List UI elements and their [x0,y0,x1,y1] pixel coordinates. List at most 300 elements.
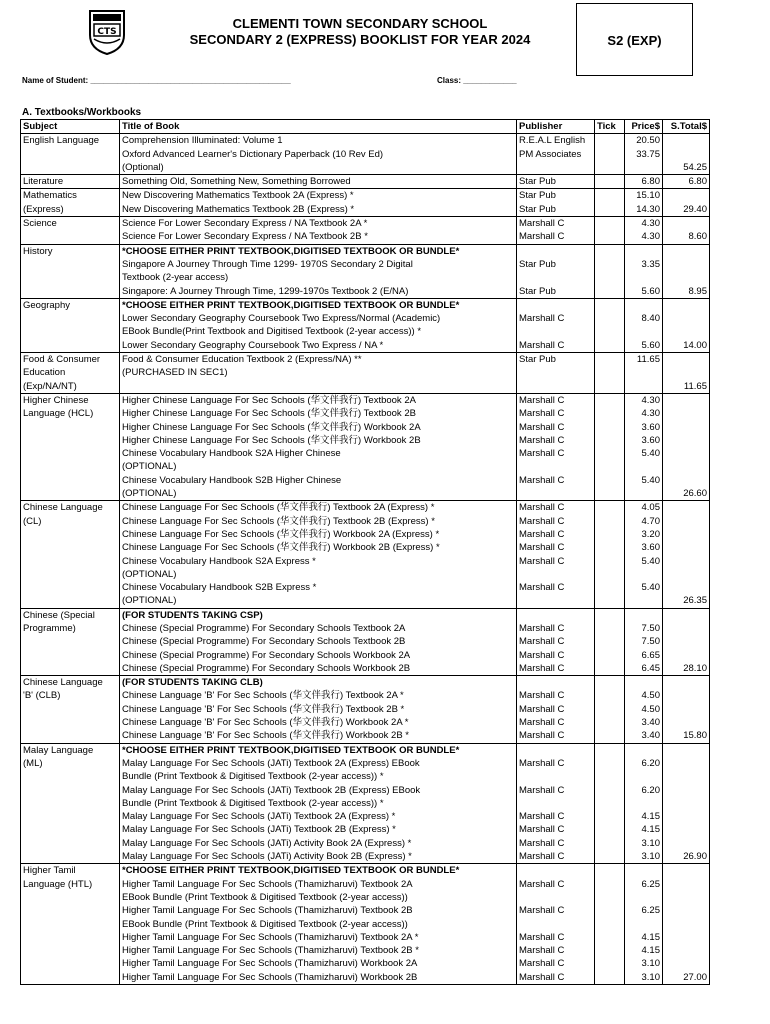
row-price: 3.40 [625,729,663,743]
row-publisher: Marshall C [517,878,595,891]
row-tick-box[interactable] [595,622,625,635]
row-subject [21,581,120,594]
table-header-row [21,120,710,134]
row-tick-box[interactable] [595,957,625,970]
row-subject [21,904,120,917]
row-book-title: Higher Tamil Language For Sec Schools (Thamizharuvi) Workbook 2B [120,971,517,985]
row-subtotal [663,904,710,917]
school-logo [88,9,126,55]
row-book-title: Chinese Language For Sec Schools (华文伴我行) Workbook 2A (Express) * [120,528,517,541]
row-subtotal [663,581,710,594]
row-publisher: Marshall C [517,957,595,970]
row-tick-box[interactable] [595,487,625,501]
row-subtotal [663,555,710,568]
row-subject [21,957,120,970]
row-tick-box[interactable] [595,353,625,367]
row-price [625,770,663,783]
row-subject: Mathematics [21,189,120,203]
table-row [21,837,710,850]
row-book-title: *CHOOSE EITHER PRINT TEXTBOOK,DIGITISED TEXTBOOK OR BUNDLE* [120,743,517,757]
row-tick-box[interactable] [595,393,625,407]
row-subject [21,770,120,783]
row-tick-box[interactable] [595,784,625,797]
row-subject [21,837,120,850]
row-subject: 'B' (CLB) [21,689,120,702]
row-publisher: Star Pub [517,285,595,299]
row-book-title: Higher Tamil Language For Sec Schools (Thamizharuvi) Textbook 2A * [120,931,517,944]
row-book-title: Higher Chinese Language For Sec Schools (华文伴我行) Textbook 2B [120,407,517,420]
row-subtotal [663,258,710,271]
table-row [21,662,710,676]
row-book-title: (OPTIONAL) [120,487,517,501]
row-subject [21,931,120,944]
row-book-title: Science For Lower Secondary Express / NA Textbook 2B * [120,230,517,244]
row-publisher: Marshall C [517,339,595,353]
row-subject [21,797,120,810]
table-row [21,230,710,244]
row-tick-box[interactable] [595,662,625,676]
row-subject: Education [21,366,120,379]
row-publisher: Marshall C [517,434,595,447]
row-tick-box[interactable] [595,528,625,541]
row-tick-box[interactable] [595,850,625,864]
row-tick-box[interactable] [595,325,625,338]
row-tick-box[interactable] [595,271,625,284]
header-publisher: Publisher [517,120,595,134]
row-publisher: Marshall C [517,944,595,957]
row-tick-box[interactable] [595,474,625,487]
row-tick-box[interactable] [595,568,625,581]
row-price: 6.80 [625,175,663,189]
row-publisher [517,608,595,622]
row-publisher: Star Pub [517,175,595,189]
row-price: 4.30 [625,393,663,407]
row-tick-box[interactable] [595,729,625,743]
row-subject [21,271,120,284]
row-book-title: Chinese Vocabulary Handbook S2A Express * [120,555,517,568]
row-tick-box[interactable] [595,380,625,394]
row-subtotal [663,703,710,716]
row-book-title: Food & Consumer Education Textbook 2 (Express/NA) ** [120,353,517,367]
row-subtotal [663,353,710,367]
row-book-title: Science For Lower Secondary Express / NA Textbook 2A * [120,217,517,231]
row-price [625,366,663,379]
row-tick-box[interactable] [595,649,625,662]
row-price: 6.25 [625,904,663,917]
row-subject [21,971,120,985]
row-book-title: Bundle (Print Textbook & Digitised Textbook (2-year access)) * [120,797,517,810]
row-tick-box[interactable] [595,891,625,904]
row-subject [21,568,120,581]
row-subject [21,460,120,473]
row-tick-box[interactable] [595,258,625,271]
row-book-title: (FOR STUDENTS TAKING CLB) [120,676,517,690]
table-row [21,864,710,878]
row-price: 4.30 [625,217,663,231]
row-tick-box[interactable] [595,407,625,420]
row-book-title: Chinese (Special Programme) For Secondary Schools Textbook 2A [120,622,517,635]
table-row [21,325,710,338]
row-tick-box[interactable] [595,864,625,878]
section-title: A. Textbooks/Workbooks [22,107,142,118]
row-book-title: Higher Chinese Language For Sec Schools (华文伴我行) Workbook 2B [120,434,517,447]
row-book-title: Malay Language For Sec Schools (JATi) Textbook 2A (Express) EBook [120,757,517,770]
row-tick-box[interactable] [595,175,625,189]
row-tick-box[interactable] [595,203,625,217]
row-publisher: Marshall C [517,757,595,770]
row-subtotal [663,878,710,891]
row-publisher [517,366,595,379]
logo-text: CTS [97,27,117,37]
row-publisher: R.E.A.L English [517,134,595,148]
row-publisher: Marshall C [517,528,595,541]
row-subtotal [663,608,710,622]
row-tick-box[interactable] [595,230,625,244]
row-price: 3.35 [625,258,663,271]
row-tick-box[interactable] [595,447,625,460]
row-price [625,568,663,581]
row-tick-box[interactable] [595,757,625,770]
row-tick-box[interactable] [595,904,625,917]
row-subject [21,649,120,662]
row-price [625,676,663,690]
row-book-title: Malay Language For Sec Schools (JATi) Activity Book 2A (Express) * [120,837,517,850]
row-tick-box[interactable] [595,541,625,554]
row-book-title [120,380,517,394]
row-publisher: Marshall C [517,217,595,231]
row-publisher [517,743,595,757]
row-book-title: EBook Bundle (Print Textbook & Digitised Textbook (2-year access)) [120,891,517,904]
row-tick-box[interactable] [595,716,625,729]
row-book-title: Chinese Language For Sec Schools (华文伴我行) Workbook 2B (Express) * [120,541,517,554]
row-book-title: Chinese Language 'B' For Sec Schools (华文伴我行) Textbook 2A * [120,689,517,702]
row-tick-box[interactable] [595,148,625,161]
row-price [625,380,663,394]
row-price: 5.60 [625,339,663,353]
table-row [21,716,710,729]
booklist-title: SECONDARY 2 (EXPRESS) BOOKLIST FOR YEAR 2024 [189,32,531,47]
row-tick-box[interactable] [595,944,625,957]
row-book-title: *CHOOSE EITHER PRINT TEXTBOOK,DIGITISED TEXTBOOK OR BUNDLE* [120,864,517,878]
table-row [21,366,710,379]
row-publisher [517,487,595,501]
header-price: Price$ [625,120,663,134]
table-row [21,271,710,284]
row-subject [21,474,120,487]
table-row [21,541,710,554]
row-tick-box[interactable] [595,161,625,175]
row-subject [21,944,120,957]
row-tick-box[interactable] [595,244,625,258]
row-book-title: Chinese Language 'B' For Sec Schools (华文伴我行) Workbook 2B * [120,729,517,743]
table-row [21,784,710,797]
row-price: 3.20 [625,528,663,541]
table-row [21,312,710,325]
row-publisher: Marshall C [517,703,595,716]
class-code-box: S2 (EXP) [576,3,693,76]
row-tick-box[interactable] [595,918,625,931]
row-tick-box[interactable] [595,581,625,594]
header-subtotal: S.Total$ [663,120,710,134]
table-row [21,339,710,353]
table-row [21,957,710,970]
row-publisher: Marshall C [517,447,595,460]
table-row [21,487,710,501]
row-tick-box[interactable] [595,823,625,836]
table-row [21,729,710,743]
row-subject [21,891,120,904]
row-subject [21,434,120,447]
row-subtotal [663,434,710,447]
row-book-title: Something Old, Something New, Something Borrowed [120,175,517,189]
table-row [21,258,710,271]
class-field[interactable]: Class: ____________ [437,76,517,85]
row-tick-box[interactable] [595,217,625,231]
row-tick-box[interactable] [595,608,625,622]
row-tick-box[interactable] [595,134,625,148]
row-price: 15.10 [625,189,663,203]
row-tick-box[interactable] [595,635,625,648]
row-publisher [517,918,595,931]
row-tick-box[interactable] [595,460,625,473]
table-row [21,931,710,944]
row-subtotal [663,622,710,635]
row-book-title: Chinese Vocabulary Handbook S2B Higher Chinese [120,474,517,487]
row-subject: Food & Consumer [21,353,120,367]
row-price: 6.20 [625,757,663,770]
row-publisher: Star Pub [517,203,595,217]
row-publisher: Marshall C [517,662,595,676]
table-row [21,134,710,148]
row-price: 3.10 [625,957,663,970]
row-publisher: Marshall C [517,716,595,729]
row-book-title: Lower Secondary Geography Coursebook Two Express / NA * [120,339,517,353]
row-subtotal [663,891,710,904]
table-row [21,676,710,690]
row-subject: Science [21,217,120,231]
row-subtotal [663,568,710,581]
header-subject: Subject [21,120,120,134]
row-subtotal [663,134,710,148]
row-tick-box[interactable] [595,501,625,515]
row-publisher [517,568,595,581]
row-book-title: Malay Language For Sec Schools (JATi) Textbook 2B (Express) EBook [120,784,517,797]
row-price: 5.40 [625,555,663,568]
row-tick-box[interactable] [595,555,625,568]
row-subject: English Language [21,134,120,148]
row-price: 4.15 [625,823,663,836]
row-tick-box[interactable] [595,285,625,299]
table-row [21,298,710,312]
row-book-title: Comprehension Illuminated: Volume 1 [120,134,517,148]
row-subject [21,784,120,797]
table-row [21,353,710,367]
row-tick-box[interactable] [595,797,625,810]
table-row [21,285,710,299]
row-price: 3.60 [625,541,663,554]
row-tick-box[interactable] [595,770,625,783]
student-name-field[interactable]: Name of Student: _____________________________________________ [22,76,291,85]
row-tick-box[interactable] [595,298,625,312]
row-publisher: Marshall C [517,555,595,568]
row-subject: Geography [21,298,120,312]
row-publisher [517,594,595,608]
row-subtotal: 8.95 [663,285,710,299]
row-subject: Language (HTL) [21,878,120,891]
row-publisher [517,161,595,175]
row-subtotal [663,393,710,407]
row-book-title: Chinese Language 'B' For Sec Schools (华文伴我行) Workbook 2A * [120,716,517,729]
row-book-title: Chinese Language For Sec Schools (华文伴我行) Textbook 2B (Express) * [120,515,517,528]
row-subtotal [663,298,710,312]
table-row [21,217,710,231]
row-subtotal: 26.60 [663,487,710,501]
row-book-title: (FOR STUDENTS TAKING CSP) [120,608,517,622]
row-price: 4.50 [625,689,663,702]
row-subtotal [663,810,710,823]
row-subject [21,635,120,648]
row-subject [21,161,120,175]
row-subtotal: 27.00 [663,971,710,985]
row-tick-box[interactable] [595,594,625,608]
row-subtotal [663,217,710,231]
row-publisher [517,770,595,783]
row-subtotal: 11.65 [663,380,710,394]
row-publisher: Marshall C [517,837,595,850]
row-tick-box[interactable] [595,421,625,434]
row-publisher: Marshall C [517,581,595,594]
row-price: 5.40 [625,474,663,487]
row-subject: Malay Language [21,743,120,757]
row-price: 4.70 [625,515,663,528]
row-publisher: Marshall C [517,635,595,648]
row-publisher: Marshall C [517,850,595,864]
row-subject: History [21,244,120,258]
row-subject [21,421,120,434]
row-subject [21,729,120,743]
row-book-title: Malay Language For Sec Schools (JATi) Activity Book 2B (Express) * [120,850,517,864]
row-subject [21,258,120,271]
row-publisher [517,271,595,284]
row-tick-box[interactable] [595,971,625,985]
table-row [21,757,710,770]
row-book-title: Bundle (Print Textbook & Digitised Textbook (2-year access)) * [120,770,517,783]
table-row [21,380,710,394]
table-row [21,904,710,917]
row-tick-box[interactable] [595,189,625,203]
table-row [21,189,710,203]
row-tick-box[interactable] [595,689,625,702]
row-book-title: (OPTIONAL) [120,594,517,608]
row-subtotal: 54.25 [663,161,710,175]
table-row [21,175,710,189]
row-tick-box[interactable] [595,434,625,447]
row-price: 14.30 [625,203,663,217]
row-tick-box[interactable] [595,837,625,850]
row-book-title: Singapore A Journey Through Time 1299- 1970S Secondary 2 Digital [120,258,517,271]
row-tick-box[interactable] [595,366,625,379]
row-price [625,797,663,810]
row-publisher [517,298,595,312]
row-subject [21,810,120,823]
row-subtotal [663,447,710,460]
row-publisher: Marshall C [517,501,595,515]
row-price [625,594,663,608]
row-subject: (Exp/NA/NT) [21,380,120,394]
row-subtotal [663,515,710,528]
row-subject [21,662,120,676]
row-subject [21,823,120,836]
row-tick-box[interactable] [595,878,625,891]
row-subtotal [663,689,710,702]
table-row [21,850,710,864]
row-tick-box[interactable] [595,339,625,353]
row-tick-box[interactable] [595,676,625,690]
row-subject: Literature [21,175,120,189]
row-book-title: (OPTIONAL) [120,460,517,473]
row-price: 7.50 [625,622,663,635]
row-tick-box[interactable] [595,312,625,325]
table-row [21,622,710,635]
row-publisher: Marshall C [517,810,595,823]
row-subtotal: 28.10 [663,662,710,676]
row-price [625,325,663,338]
booklist-table [20,119,710,985]
table-row [21,594,710,608]
row-publisher: Marshall C [517,823,595,836]
row-book-title: Chinese Vocabulary Handbook S2A Higher Chinese [120,447,517,460]
row-tick-box[interactable] [595,743,625,757]
row-subtotal [663,421,710,434]
row-publisher: Marshall C [517,931,595,944]
row-subtotal [663,649,710,662]
row-tick-box[interactable] [595,703,625,716]
row-tick-box[interactable] [595,931,625,944]
row-book-title: EBook Bundle (Print Textbook & Digitised Textbook (2-year access)) [120,918,517,931]
table-row [21,608,710,622]
row-publisher [517,325,595,338]
school-name: CLEMENTI TOWN SECONDARY SCHOOL [232,16,488,31]
row-price: 6.20 [625,784,663,797]
row-publisher [517,460,595,473]
row-price: 3.10 [625,971,663,985]
row-subtotal [663,541,710,554]
row-subtotal [663,784,710,797]
row-book-title: Higher Chinese Language For Sec Schools (华文伴我行) Textbook 2A [120,393,517,407]
row-price: 5.40 [625,447,663,460]
row-tick-box[interactable] [595,810,625,823]
row-price: 4.30 [625,230,663,244]
row-book-title: Higher Tamil Language For Sec Schools (Thamizharuvi) Textbook 2B [120,904,517,917]
row-publisher [517,797,595,810]
row-price [625,271,663,284]
row-subtotal: 26.90 [663,850,710,864]
row-subject: Higher Tamil [21,864,120,878]
row-subject [21,541,120,554]
row-book-title: Oxford Advanced Learner's Dictionary Paperback (10 Rev Ed) [120,148,517,161]
row-subtotal [663,823,710,836]
row-subject [21,312,120,325]
table-row [21,501,710,515]
row-subtotal: 29.40 [663,203,710,217]
header-tick: Tick [595,120,625,134]
row-subtotal [663,635,710,648]
row-book-title: Higher Tamil Language For Sec Schools (Thamizharuvi) Workbook 2A [120,957,517,970]
row-subtotal [663,716,710,729]
row-price [625,918,663,931]
row-publisher: Marshall C [517,541,595,554]
row-tick-box[interactable] [595,515,625,528]
